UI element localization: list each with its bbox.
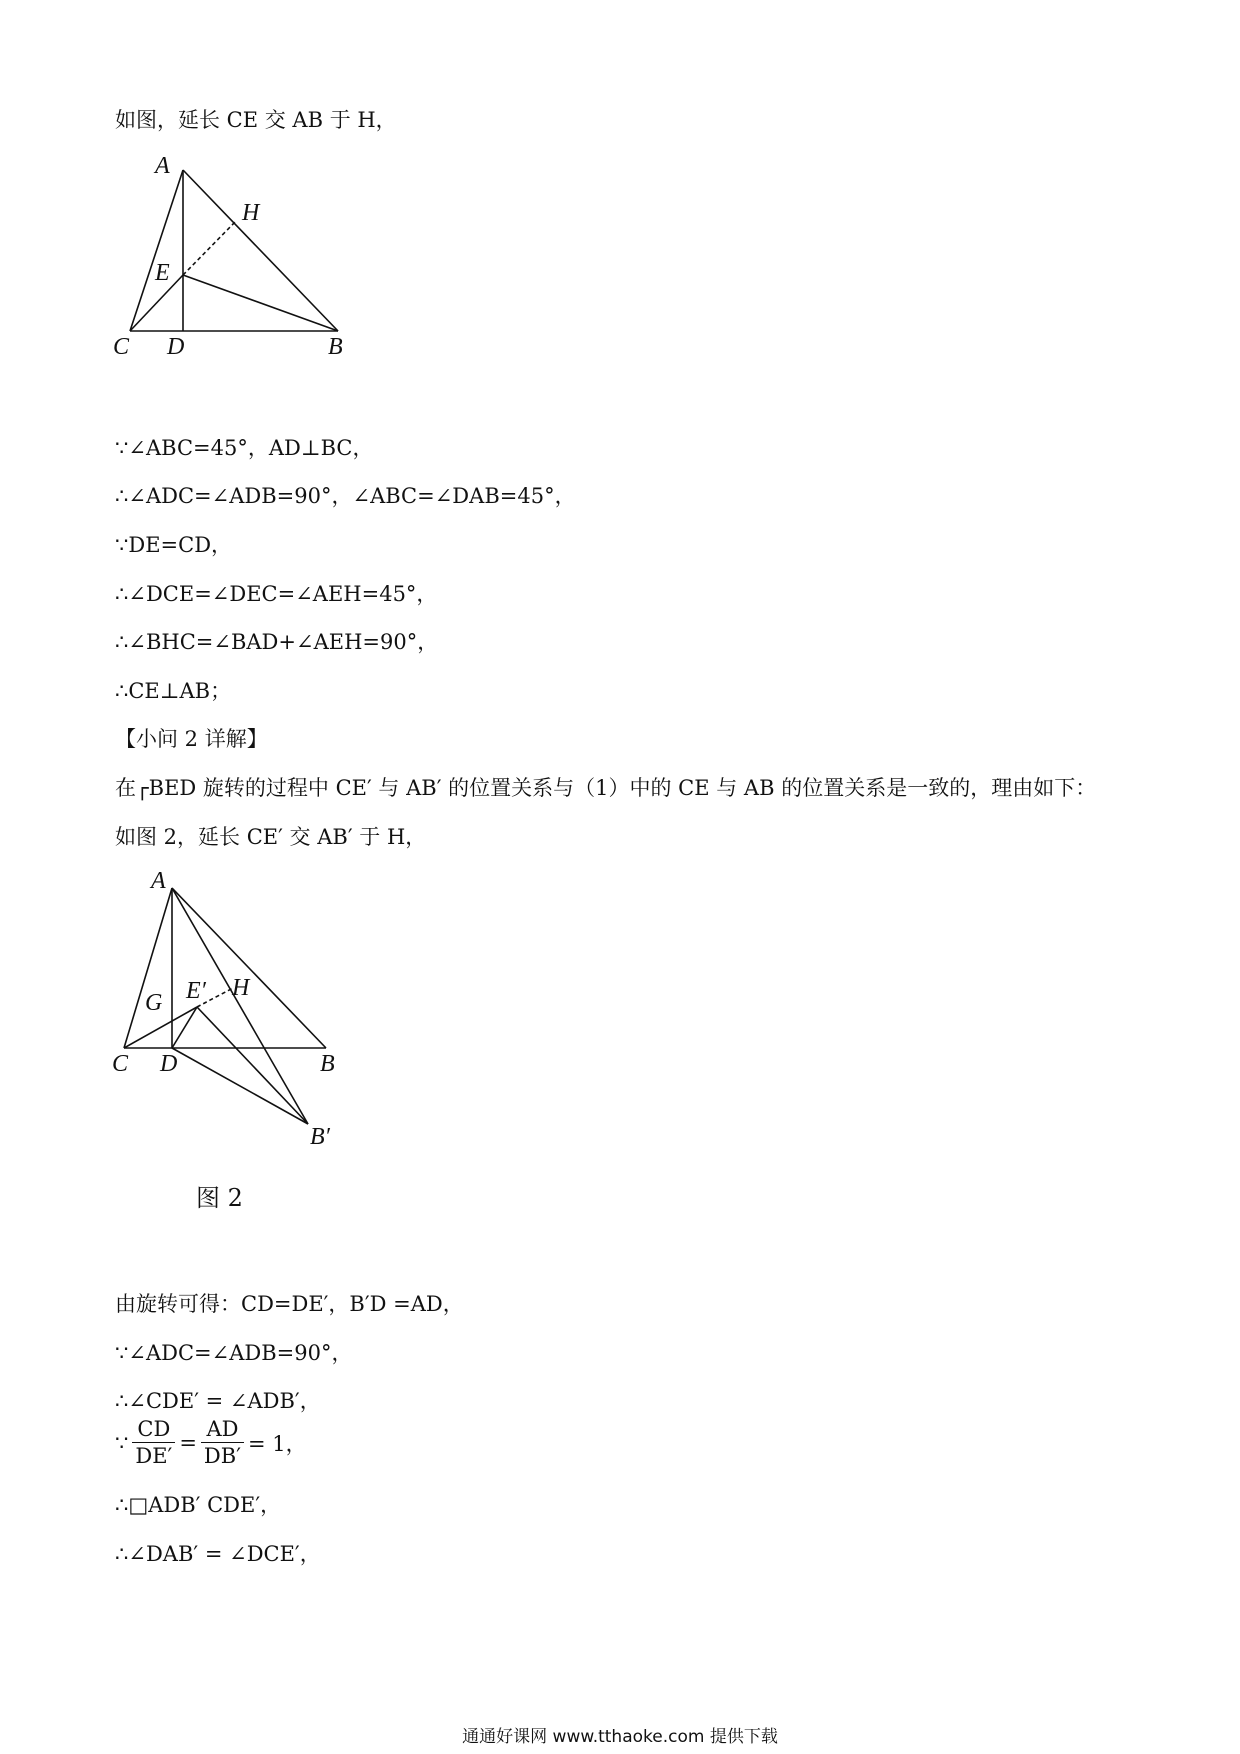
label-D: D xyxy=(167,334,185,360)
equation-suffix: = 1， xyxy=(247,1431,307,1456)
figure-2-caption: 图 2 xyxy=(196,1184,243,1212)
label-B: B xyxy=(328,334,343,360)
step-9: ∴∠CDE′ = ∠ADB′， xyxy=(115,1389,321,1413)
fraction-numerator: AD xyxy=(201,1416,244,1443)
fraction-ad-db xyxy=(201,1416,244,1469)
label-G: G xyxy=(145,990,163,1016)
label-B-prime: B′ xyxy=(310,1124,330,1150)
intro-line-2: 如图 2，延长 CE′ 交 AB′ 于 H， xyxy=(115,825,427,849)
figure-1 xyxy=(110,150,350,360)
label-H: H xyxy=(242,200,260,226)
step-6: ∴CE⊥AB； xyxy=(115,679,232,703)
label-A: A xyxy=(155,153,170,179)
step-7: 由旋转可得：CD=DE′，B′D =AD， xyxy=(115,1292,464,1316)
equals-sign: = xyxy=(179,1430,197,1455)
segment-AB-prime xyxy=(172,888,308,1124)
step-11: ∴∠DAB′ = ∠DCE′， xyxy=(115,1542,321,1566)
fraction-denominator: DE′ xyxy=(135,1444,173,1468)
label-E-prime: E′ xyxy=(186,978,206,1004)
step-8: ∵∠ADC=∠ADB=90°， xyxy=(115,1341,353,1365)
step-5: ∴∠BHC=∠BAD+∠AEH=90°， xyxy=(115,630,439,654)
step-3: ∵DE=CD， xyxy=(115,533,233,557)
segment-EB xyxy=(183,275,338,331)
segment-AB xyxy=(172,888,326,1048)
label-E: E xyxy=(155,260,170,286)
fraction-numerator: CD xyxy=(132,1416,175,1443)
segment-AC xyxy=(124,888,172,1048)
segment-AC xyxy=(130,170,183,331)
label-H: H xyxy=(232,975,250,1001)
label-D: D xyxy=(160,1051,178,1077)
step-10: ∴□ADB′ CDE′， xyxy=(115,1493,282,1517)
page-footer: 通通好课网 www.tthaoke.com 提供下载 xyxy=(462,1727,778,1747)
figure-2 xyxy=(110,860,370,1150)
segment-E-prime-B-prime xyxy=(197,1007,308,1124)
step-1: ∵∠ABC=45°，AD⊥BC， xyxy=(115,436,374,460)
section-title: 【小问 2 详解】 xyxy=(115,727,268,751)
segment-AB xyxy=(183,170,338,331)
fraction-cd-de xyxy=(132,1416,175,1469)
segment-DB-prime xyxy=(172,1048,308,1124)
because-symbol: ∵ xyxy=(115,1430,129,1455)
dashed-EH xyxy=(183,222,235,275)
fraction-denominator: DB′ xyxy=(203,1444,241,1468)
fraction-equation xyxy=(115,1416,307,1469)
label-B: B xyxy=(320,1051,335,1077)
step-4: ∴∠DCE=∠DEC=∠AEH=45°， xyxy=(115,582,438,606)
label-A: A xyxy=(151,868,166,894)
label-C: C xyxy=(113,334,130,360)
label-C: C xyxy=(112,1051,129,1077)
intro-line-1: 如图，延长 CE 交 AB 于 H， xyxy=(115,108,397,132)
paragraph-2: 在┌BED 旋转的过程中 CE′ 与 AB′ 的位置关系与（1）中的 CE 与 AB 的位置关系是一致的，理由如下： xyxy=(115,776,1097,800)
step-2: ∴∠ADC=∠ADB=90°，∠ABC=∠DAB=45°， xyxy=(115,484,576,508)
